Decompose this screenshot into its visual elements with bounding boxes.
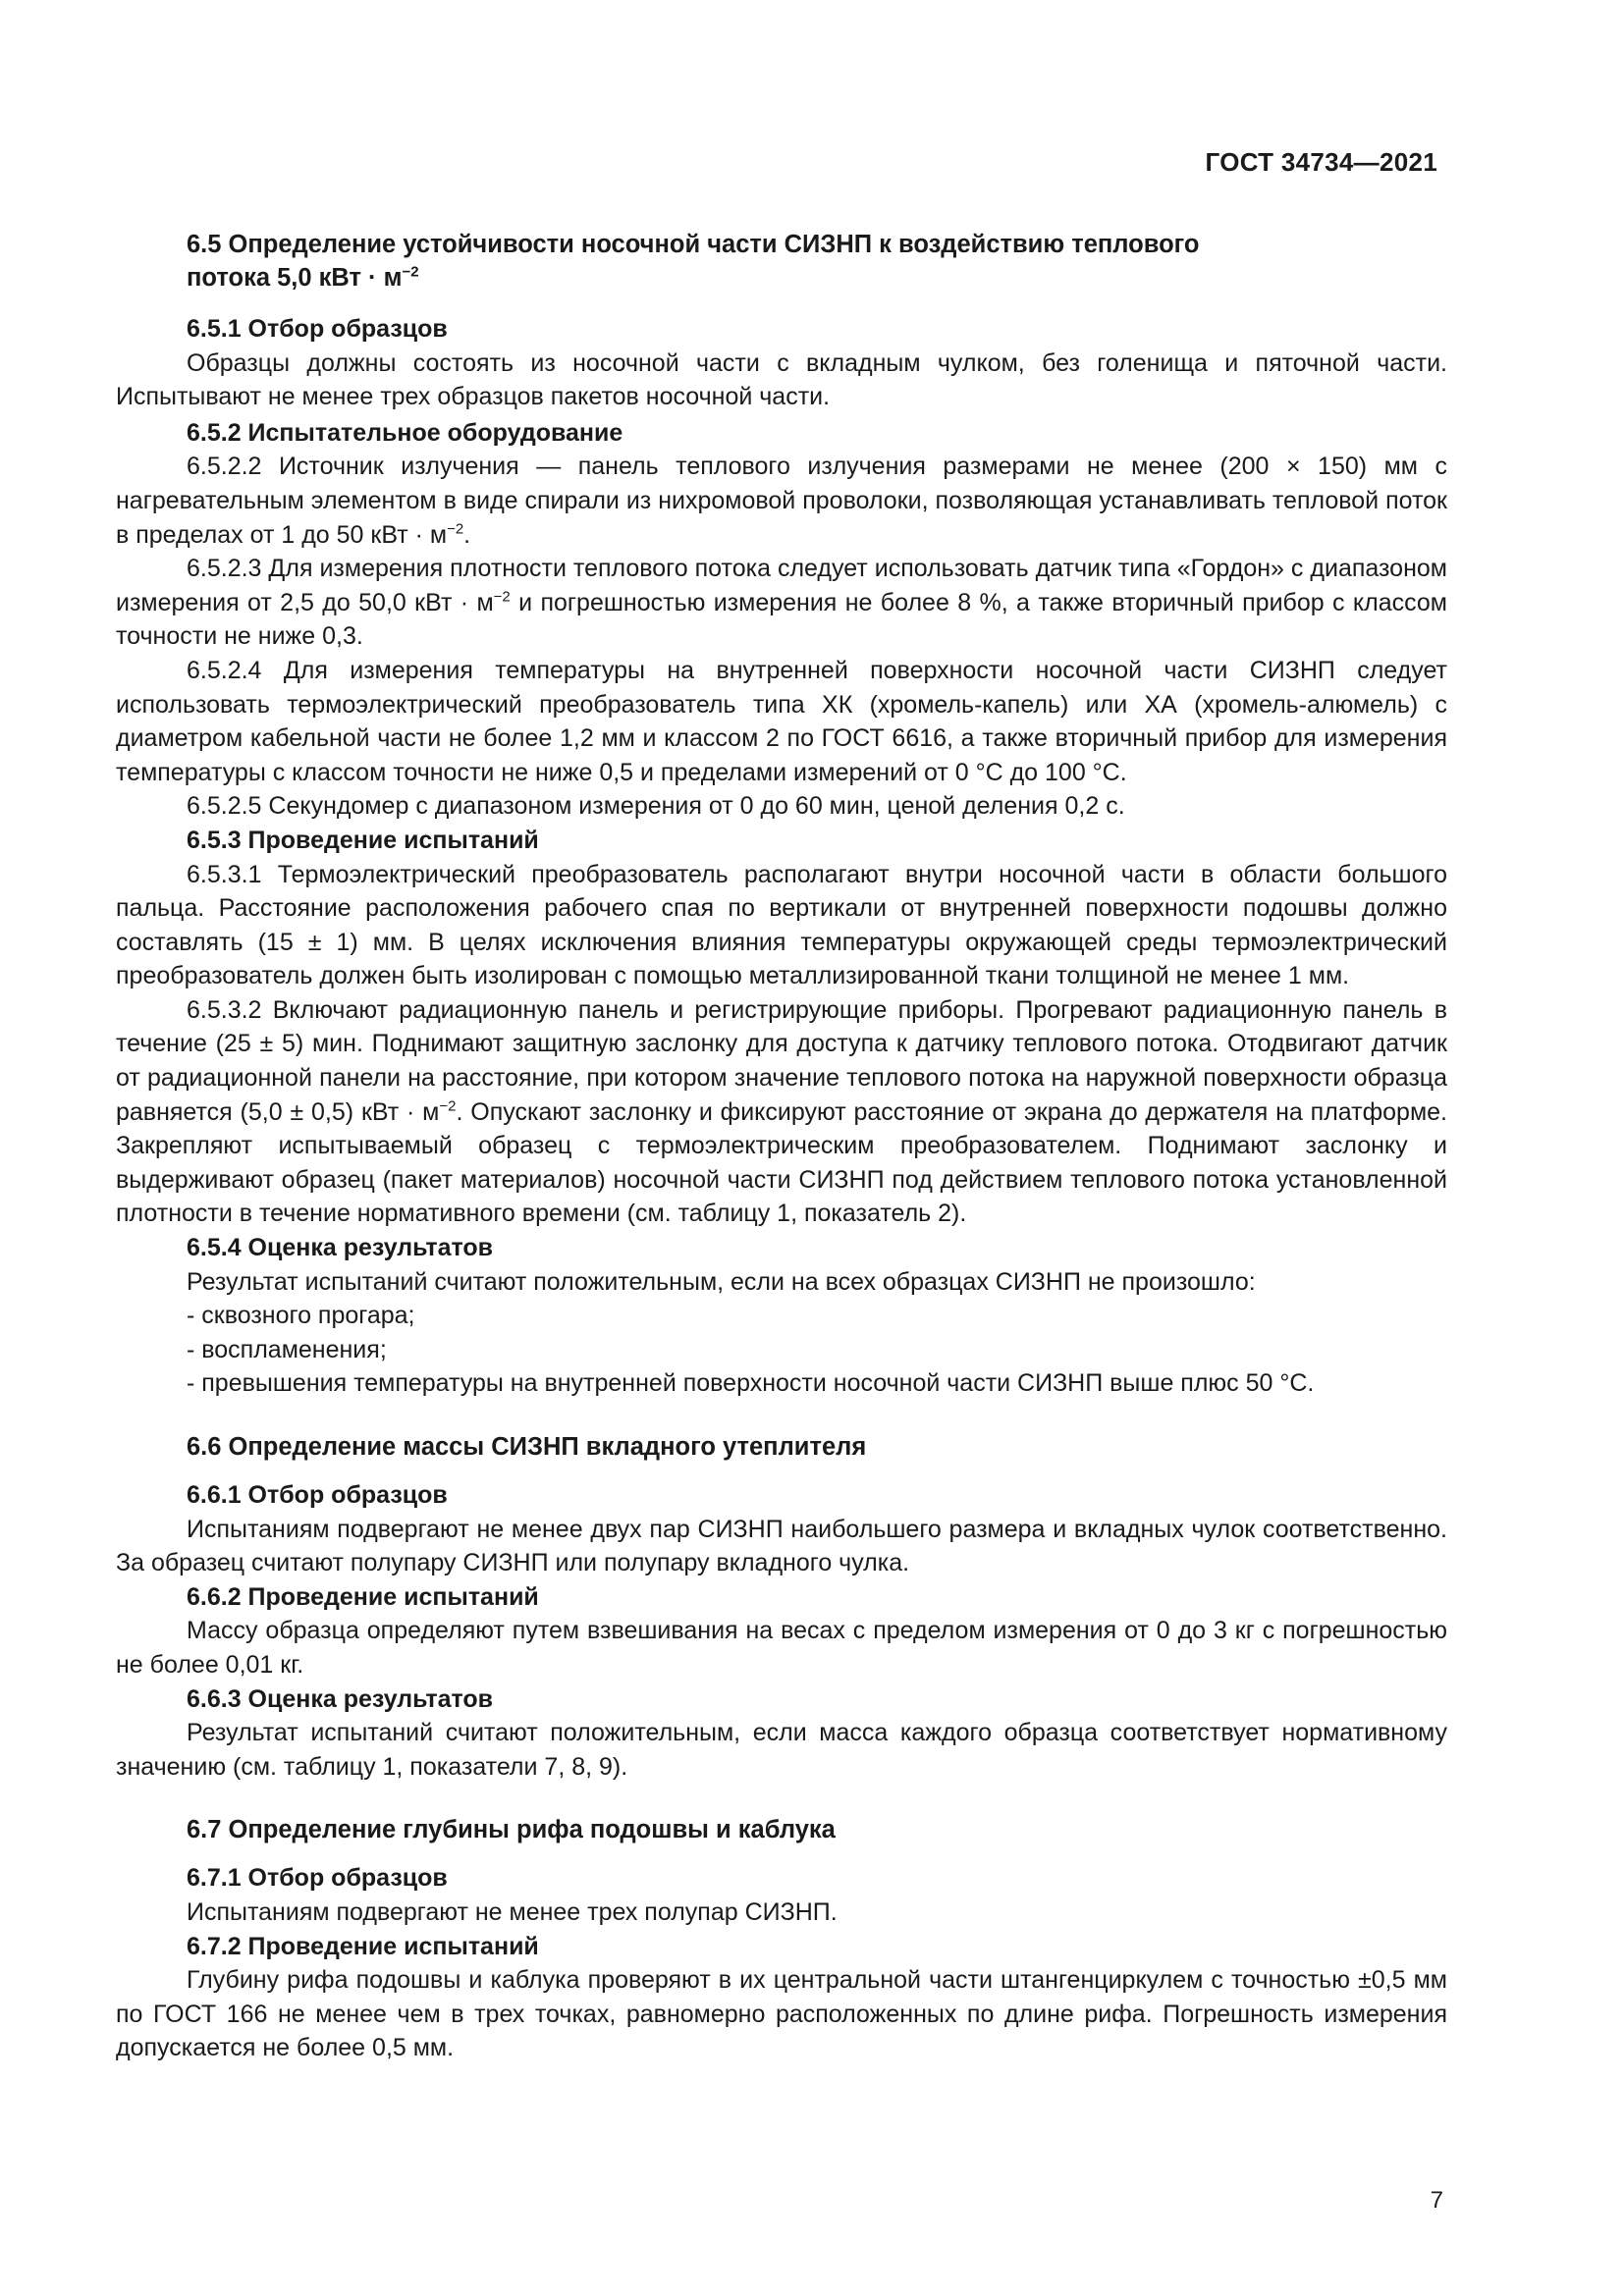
paragraph-6-5-2-3: 6.5.2.3 Для измерения плотности теплового потока следует использовать датчик типа «Гордон» с диапазоном измерения от 2,5 до 50,0 кВт · $м^{-2}$ и погрешностью измерения не более 8 %, а также вторичный прибор с классом точности не ниже 0,3.	[116, 555, 1447, 651]
section-6-6-title: 6.6 Определение массы СИЗНП вкладного утеплителя	[187, 1433, 867, 1461]
list-item: - сквозного прогара;	[187, 1302, 415, 1330]
section-6-5-4-text: Результат испытаний считают положительным, если на всех образцах СИЗНП не произошло:	[187, 1267, 1256, 1296]
section-6-6-2-text: Массу образца определяют путем взвешивания на весах с пределом измерения от 0 до 3 кг с погрешностью не более 0,01 кг.	[116, 1617, 1447, 1679]
section-6-5-title-line2: потока 5,0 кВт · $м^{-2}$	[187, 263, 419, 292]
section-6-5-title-line1: 6.5 Определение устойчивости носочной части СИЗНП к воздействию теплового	[187, 231, 1200, 258]
section-6-5-1-text: Образцы должны состоять из носочной части с вкладным чулком, без голенища и пяточной части. Испытывают не менее трех образцов пакетов носочной части.	[116, 348, 1447, 411]
section-6-5-3-title: 6.5.3 Проведение испытаний	[187, 826, 539, 854]
list-item: - воспламенения;	[187, 1335, 387, 1363]
page-number: 7	[1430, 2187, 1443, 2214]
list-item: - превышения температуры на внутренней поверхности носочной части СИЗНП выше плюс 50 °С.	[187, 1369, 1315, 1398]
paragraph-6-5-3-2: 6.5.3.2 Включают радиационную панель и регистрирующие приборы. Прогревают радиационную панель в течение (25 ± 5) мин. Поднимают защитную заслонку для доступа к датчику теплового потока. Отодвигают датчик от радиационной панели на расстояние, при котором значение теплового потока на наружной поверхности образца равняется (5,0 ± 0,5) кВт · $м^{-2}$. Опускают заслонку и фиксируют расстояние от экрана до держателя на платформе. Закрепляют испытываемый образец с термоэлектрическим преобразователем. Поднимают заслонку и выдерживают образец (пакет материалов) носочной части СИЗНП под действием теплового потока установленной плотности в течение нормативного времени (см. таблицу 1, показатель 2).	[116, 995, 1447, 1228]
document-code: ГОСТ 34734—2021	[1205, 147, 1437, 177]
paragraph-6-5-2-2: 6.5.2.2 Источник излучения — панель теплового излучения размерами не менее (200 × 150) мм с нагревательным элементом в виде спирали из нихромовой проволоки, позволяющая устанавливать тепловой поток в пределах от 1 до 50 кВт · $м^{-2}$.	[116, 453, 1447, 549]
section-6-6-3-title: 6.6.3 Оценка результатов	[187, 1684, 494, 1713]
paragraph-6-5-3-1: 6.5.3.1 Термоэлектрический преобразователь располагают внутри носочной части в области большого пальца. Расстояние расположения рабочего спая по вертикали от внутренней поверхности подошвы должно составлять (15 ± 1) мм. В целях исключения влияния температуры окружающей среды термоэлектрический преобразователь должен быть изолирован с помощью металлизированной ткани толщиной не менее 1 мм.	[116, 860, 1447, 990]
section-6-7-1-title: 6.7.1 Отбор образцов	[187, 1864, 448, 1893]
paragraph-6-5-2-4: 6.5.2.4 Для измерения температуры на внутренней поверхности носочной части СИЗНП следует использовать термоэлектрический преобразователь типа ХК (хромель-капель) или ХА (хромель-алюмель) с диаметром кабельной части не более 1,2 мм и классом 2 по ГОСТ 6616, а также вторичный прибор для измерения температуры с классом точности не ниже 0,5 и пределами измерений от 0 °С до 100 °С.	[116, 656, 1447, 786]
section-6-7-1-text: Испытаниям подвергают не менее трех полупар СИЗНП.	[187, 1897, 838, 1926]
section-6-7-2-title: 6.7.2 Проведение испытаний	[187, 1932, 539, 1960]
section-6-5-title	[116, 228, 1447, 294]
section-6-5-1-title: 6.5.1 Отбор образцов	[187, 315, 448, 343]
section-6-6-2-title: 6.6.2 Проведение испытаний	[187, 1582, 539, 1611]
section-6-5-2-title: 6.5.2 Испытательное оборудование	[187, 418, 623, 447]
section-6-6-1-text: Испытаниям подвергают не менее двух пар СИЗНП наибольшего размера и вкладных чулок соответственно. За образец считают полупару СИЗНП или полупару вкладного чулка.	[116, 1515, 1447, 1577]
section-6-5-4-title: 6.5.4 Оценка результатов	[187, 1234, 494, 1262]
document-body	[116, 228, 1447, 2065]
section-6-6-1-title: 6.6.1 Отбор образцов	[187, 1481, 448, 1509]
section-6-7-title: 6.7 Определение глубины рифа подошвы и каблука	[187, 1816, 836, 1844]
paragraph-6-5-2-5: 6.5.2.5 Секундомер с диапазоном измерения от 0 до 60 мин, ценой деления 0,2 с.	[187, 792, 1125, 821]
section-6-6-3-text: Результат испытаний считают положительным, если масса каждого образца соответствует нормативному значению (см. таблицу 1, показатели 7, 8, 9).	[116, 1719, 1447, 1781]
section-6-7-2-text: Глубину рифа подошвы и каблука проверяют в их центральной части штангенциркулем с точностью ±0,5 мм по ГОСТ 166 не менее чем в трех точках, равномерно расположенных по длине рифа. Погрешность измерения допускается не более 0,5 мм.	[116, 1966, 1447, 2062]
